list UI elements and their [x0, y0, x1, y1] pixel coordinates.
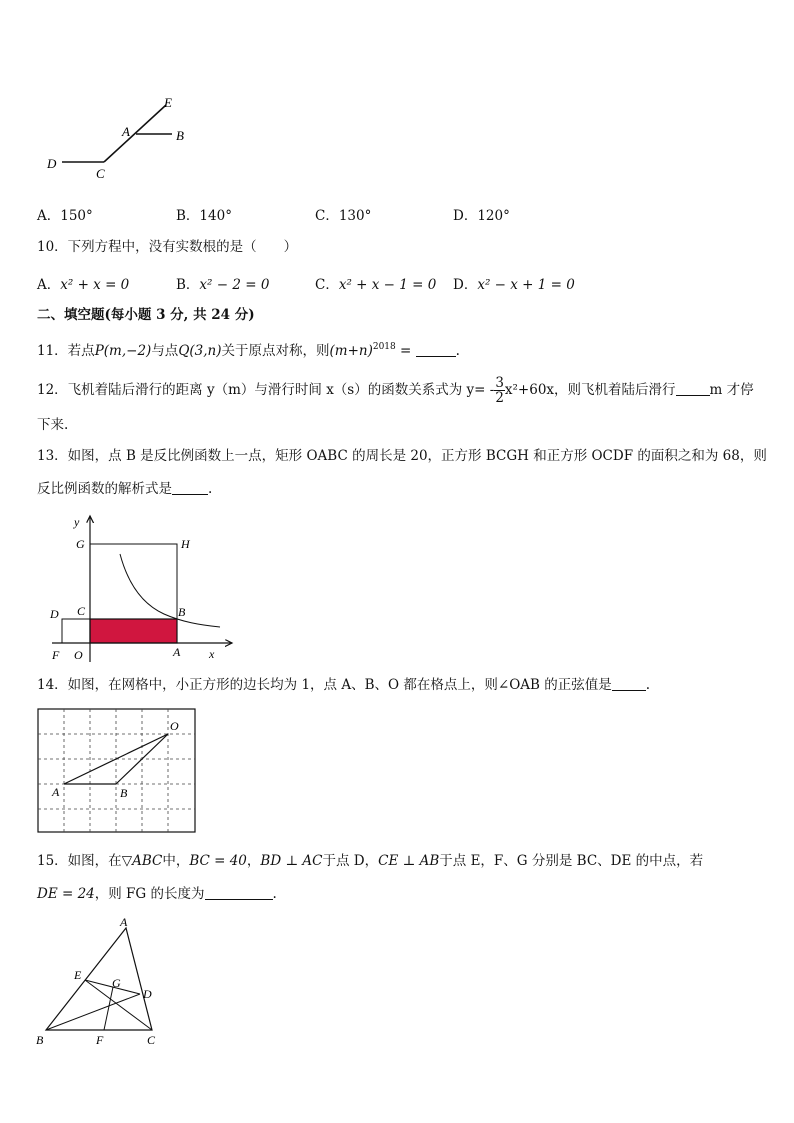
q12-text	[37, 376, 754, 405]
label-b: B	[178, 605, 186, 619]
q11-equals: =	[395, 343, 416, 359]
q10-option-b-expr: x² − 2 = 0	[199, 277, 270, 293]
q14-answer-blank	[612, 676, 646, 691]
q9-option-a: A．150°	[37, 208, 93, 224]
q11-expr: (m+n)	[329, 343, 373, 359]
q12-numerator: 3	[495, 375, 504, 391]
label-a: A	[122, 124, 130, 139]
label-c: C	[147, 1033, 156, 1047]
label-o: O	[170, 719, 179, 733]
q15-line2b: .	[272, 886, 277, 902]
label-b: B	[36, 1033, 44, 1047]
q9-figure	[40, 92, 200, 184]
q13-line1: 13．如图，点 B 是反比例函数上一点，矩形 OABC 的周长是 20，正方形 BCGH 和正方形 OCDF 的面积之和为 68，则	[37, 448, 767, 464]
q12-t2: x²+60x，则飞机着陆后滑行	[504, 382, 676, 398]
q10-option-d-expr: x² − x + 1 = 0	[477, 277, 575, 293]
q10-option-d-label: D．	[453, 277, 478, 293]
q15-bd: BD ⊥ AC	[260, 853, 323, 869]
q10-option-c-expr: x² + x − 1 = 0	[338, 277, 437, 293]
q15-line1b: 中，	[162, 853, 190, 869]
q11-answer-blank	[416, 342, 456, 357]
q10-option-a	[37, 275, 129, 295]
q10-option-b-label: B．	[176, 277, 200, 293]
q15-triangle: ▽ABC	[121, 853, 163, 869]
q15-sep1: ，	[246, 853, 261, 869]
q12-denominator: 2	[495, 390, 504, 406]
q11-point-q: Q(3,n)	[178, 343, 222, 359]
q14-t2: .	[645, 677, 651, 693]
q9-option-c: C．130°	[315, 208, 372, 224]
q11-t5: .	[455, 343, 460, 359]
section-fill-in-heading: 二、填空题(每小题 3 分, 共 24 分)	[37, 307, 255, 323]
q11-t1: 11．若点	[37, 343, 95, 359]
label-x: x	[209, 647, 215, 661]
q13-figure	[44, 512, 240, 664]
label-a: A	[173, 645, 181, 659]
rect-oabc	[90, 619, 177, 643]
label-a: A	[52, 785, 60, 799]
q10-option-a-expr: x² + x = 0	[60, 277, 130, 293]
label-y: y	[74, 515, 80, 529]
q10-stem: 10．下列方程中，没有实数根的是（ ）	[37, 239, 298, 255]
square-ocdf	[62, 619, 90, 643]
label-f: F	[52, 648, 60, 662]
q11-t3: 关于原点对称，则	[221, 343, 330, 359]
q9-option-d: D．120°	[453, 208, 510, 224]
label-h: H	[181, 537, 190, 551]
q15-line1d: 于点 E，F、G 分别是 BC、DE 的中点，若	[439, 853, 704, 869]
label-g: G	[112, 976, 121, 990]
q12-answer-blank	[676, 381, 710, 396]
q15-figure	[34, 912, 174, 1050]
q14-text	[37, 675, 650, 695]
label-d: D	[50, 607, 59, 621]
label-b: B	[120, 786, 128, 800]
q13-line2a: 反比例函数的解析式是	[37, 481, 172, 497]
q15-de: DE = 24	[37, 886, 95, 902]
label-o: O	[74, 648, 83, 662]
q15-line2a: ，则 FG 的长度为	[94, 886, 205, 902]
q10-option-c-label: C．	[315, 277, 339, 293]
label-g: G	[76, 537, 85, 551]
q9-option-b: B．140°	[176, 208, 232, 224]
q11-text	[37, 337, 460, 361]
q15-line1c: 于点 D，	[322, 853, 379, 869]
q10-option-a-label: A．	[37, 277, 61, 293]
q13-answer-blank	[172, 480, 208, 495]
label-d: D	[47, 156, 57, 171]
label-d: D	[143, 987, 152, 1001]
q10-option-b	[176, 275, 269, 295]
q11-t2: 与点	[151, 343, 179, 359]
q12-fraction	[494, 376, 505, 405]
q11-exponent: 2018	[372, 342, 396, 352]
q14-figure	[36, 707, 198, 835]
label-e: E	[74, 968, 82, 982]
q12-t3: m 才停	[709, 382, 754, 398]
inverse-proportion-curve	[120, 554, 220, 627]
q14-t1: 14．如图，在网格中，小正方形的边长均为 1，点 A、B、O 都在格点上，则∠OAB 的正弦值是	[37, 677, 612, 693]
q15-line1a: 15．如图，在	[37, 853, 122, 869]
q11-point-p: P(m,−2)	[94, 343, 152, 359]
label-e: E	[164, 95, 172, 110]
label-c: C	[96, 166, 105, 181]
triangle-abc	[46, 928, 152, 1030]
q12-line2: 下来.	[37, 417, 69, 433]
q15-answer-blank	[205, 885, 273, 900]
q15-ce: CE ⊥ AB	[378, 853, 440, 869]
label-c: C	[77, 604, 86, 618]
q10-option-d	[453, 275, 575, 295]
q13-line2b: .	[208, 481, 213, 497]
q10-option-c	[315, 275, 436, 295]
label-f: F	[96, 1033, 104, 1047]
label-b: B	[176, 128, 184, 143]
q15-line1	[37, 851, 703, 871]
square-bcgh	[90, 544, 177, 619]
q12-t1: 12．飞机着陆后滑行的距离 y（m）与滑行时间 x（s）的函数关系式为 y= -	[37, 382, 495, 398]
q15-line2	[37, 884, 277, 904]
label-a: A	[120, 915, 128, 929]
q15-bc: BC = 40	[189, 853, 247, 869]
segment-fg	[104, 987, 113, 1030]
q13-line2	[37, 479, 212, 499]
